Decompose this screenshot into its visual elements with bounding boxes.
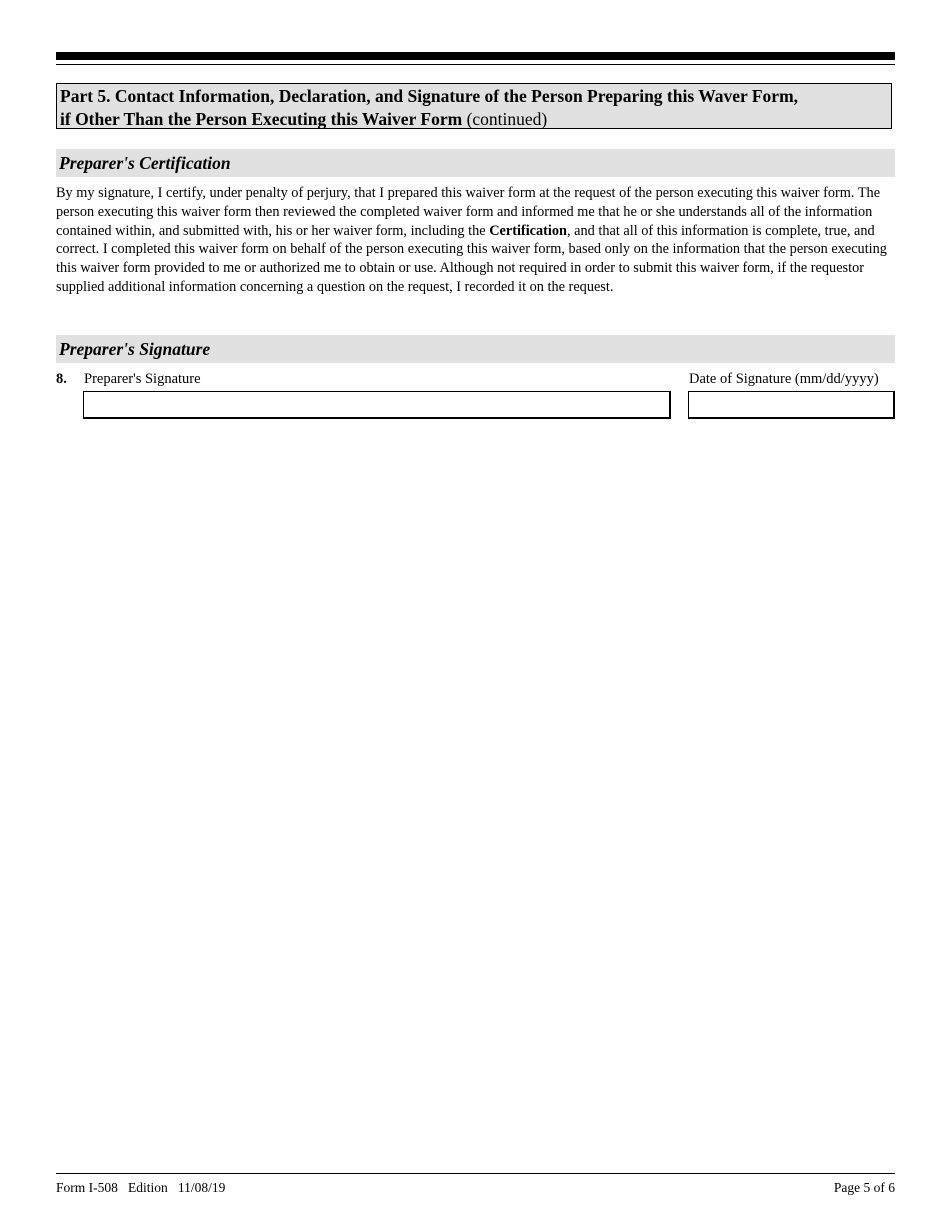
part-5-header — [56, 83, 892, 129]
certification-text-part2: , and that all of this information is complete, true, and correct. I completed this waiver form on behalf of the person executing this waiver form, based only on the information that the person executing this waiver form provided to me or authorized me to obtain or use. Although not required in order to submit this waiver form, if the requestor supplied additional information concerning a question on the request, I recorded it on the request. — [56, 222, 887, 295]
certification-bold-word: Certification — [489, 222, 567, 239]
footer-page-info: Page 5 of 6 — [833, 1180, 895, 1195]
footer-rule — [56, 1173, 895, 1174]
signature-label: Preparer's Signature — [84, 371, 201, 387]
signature-date-field[interactable] — [688, 391, 895, 419]
item-number: 8. — [56, 371, 67, 387]
part-title-line1: Part 5. Contact Information, Declaration, and Signature of the Person Preparing this Waver Form, — [60, 86, 799, 106]
top-thin-rule — [56, 64, 895, 65]
signature-heading: Preparer's Signature — [56, 335, 895, 363]
date-label: Date of Signature (mm/dd/yyyy) — [689, 371, 879, 387]
certification-text-part1: By my signature, I certify, under penalty of perjury, that I prepared this waiver form at the request of the person executing this waiver form. The person executing this waiver form then reviewed the completed waiver form and informed me that he or she understands all of the information contained within, and submitted with, his or her waiver form, including the — [56, 185, 881, 239]
certification-text — [56, 184, 895, 297]
preparer-signature-field[interactable] — [83, 391, 671, 419]
certification-heading: Preparer's Certification — [56, 149, 895, 177]
part-title-line2: if Other Than the Person Executing this Waiver Form — [60, 108, 463, 129]
part-title-suffix: (continued) — [462, 108, 548, 129]
footer-form-info: Form I-508 Edition 11/08/19 — [56, 1180, 226, 1195]
top-thick-rule — [56, 52, 895, 60]
